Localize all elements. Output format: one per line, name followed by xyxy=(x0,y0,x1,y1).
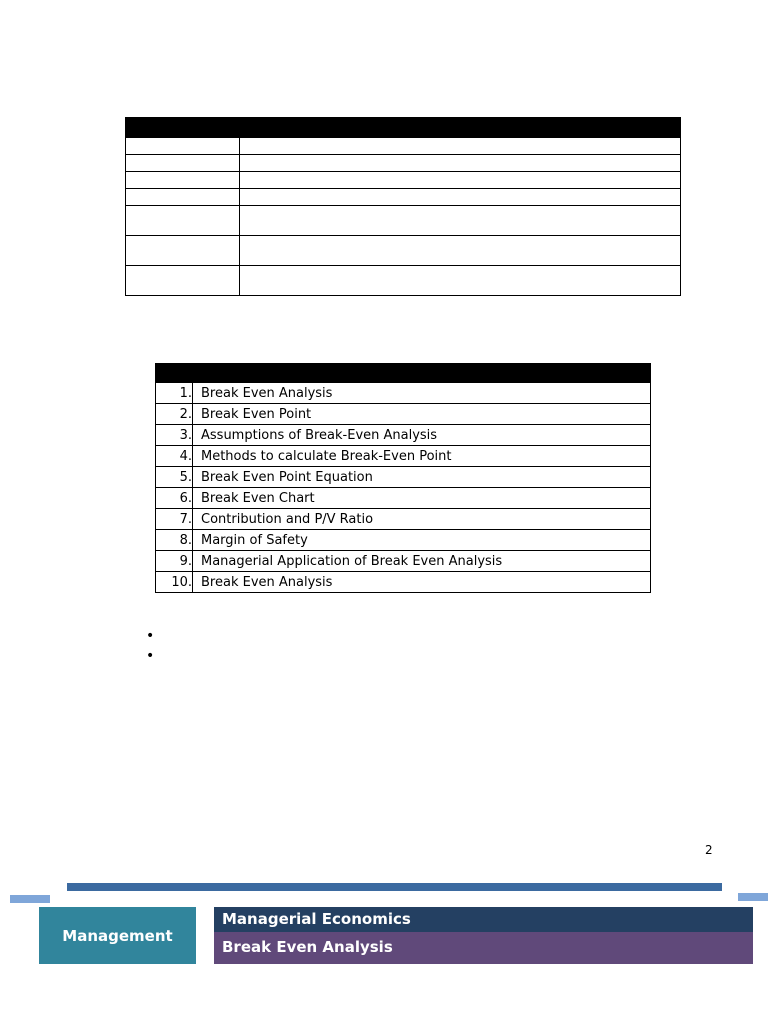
info-table-cell xyxy=(126,189,240,206)
contents-row xyxy=(156,383,651,404)
info-table xyxy=(125,117,681,296)
info-table-cell xyxy=(240,155,681,172)
info-table-cell xyxy=(126,138,240,155)
info-table-row xyxy=(126,236,681,266)
contents-row-number: 5. xyxy=(156,467,193,488)
bullet-list xyxy=(146,626,154,666)
info-table-row xyxy=(126,138,681,155)
contents-row-number: 2. xyxy=(156,404,193,425)
footer-accent-right xyxy=(738,893,768,901)
info-table-cell xyxy=(240,172,681,189)
contents-row xyxy=(156,404,651,425)
info-table-cell xyxy=(240,138,681,155)
contents-row xyxy=(156,425,651,446)
info-table-cell xyxy=(240,189,681,206)
info-table-row xyxy=(126,155,681,172)
contents-row-title: Break Even Chart xyxy=(193,488,651,509)
info-table-cell xyxy=(240,206,681,236)
contents-row-title: Methods to calculate Break-Even Point xyxy=(193,446,651,467)
contents-row-number: 8. xyxy=(156,530,193,551)
contents-row-title: Contribution and P/V Ratio xyxy=(193,509,651,530)
contents-row-number: 10. xyxy=(156,572,193,593)
info-table-cell xyxy=(126,266,240,296)
info-table-row xyxy=(126,266,681,296)
contents-row-number: 1. xyxy=(156,383,193,404)
bullet-item xyxy=(146,626,154,646)
contents-row xyxy=(156,551,651,572)
contents-row-number: 3. xyxy=(156,425,193,446)
info-table-row xyxy=(126,206,681,236)
contents-table-body xyxy=(156,383,651,593)
contents-row-title: Margin of Safety xyxy=(193,530,651,551)
footer-rule xyxy=(67,883,722,891)
info-table-cell xyxy=(126,236,240,266)
footer-accent-left xyxy=(10,895,50,903)
contents-row-number: 4. xyxy=(156,446,193,467)
contents-row-number: 7. xyxy=(156,509,193,530)
contents-row xyxy=(156,446,651,467)
contents-row-title: Break Even Analysis xyxy=(193,383,651,404)
contents-row-title: Break Even Point xyxy=(193,404,651,425)
contents-row xyxy=(156,530,651,551)
info-table-row xyxy=(126,172,681,189)
info-table-cell xyxy=(240,236,681,266)
contents-row xyxy=(156,488,651,509)
contents-row-title: Managerial Application of Break Even Analysis xyxy=(193,551,651,572)
info-table-body xyxy=(126,138,681,296)
contents-row xyxy=(156,467,651,488)
bullet-item xyxy=(146,646,154,666)
info-table-cell xyxy=(126,155,240,172)
info-table-cell xyxy=(126,206,240,236)
contents-row xyxy=(156,509,651,530)
contents-row-number: 9. xyxy=(156,551,193,572)
info-table-row xyxy=(126,189,681,206)
info-table-header xyxy=(126,118,681,138)
page-number: 2 xyxy=(705,843,713,857)
info-table-cell xyxy=(126,172,240,189)
contents-table xyxy=(155,363,651,593)
contents-table-header xyxy=(156,364,651,383)
contents-row-number: 6. xyxy=(156,488,193,509)
footer-category-label: Management xyxy=(39,907,196,964)
footer-course-title: Managerial Economics xyxy=(214,907,753,932)
contents-row-title: Assumptions of Break-Even Analysis xyxy=(193,425,651,446)
contents-row-title: Break Even Point Equation xyxy=(193,467,651,488)
contents-row-title: Break Even Analysis xyxy=(193,572,651,593)
footer-topic-title: Break Even Analysis xyxy=(214,932,753,964)
contents-row xyxy=(156,572,651,593)
info-table-cell xyxy=(240,266,681,296)
